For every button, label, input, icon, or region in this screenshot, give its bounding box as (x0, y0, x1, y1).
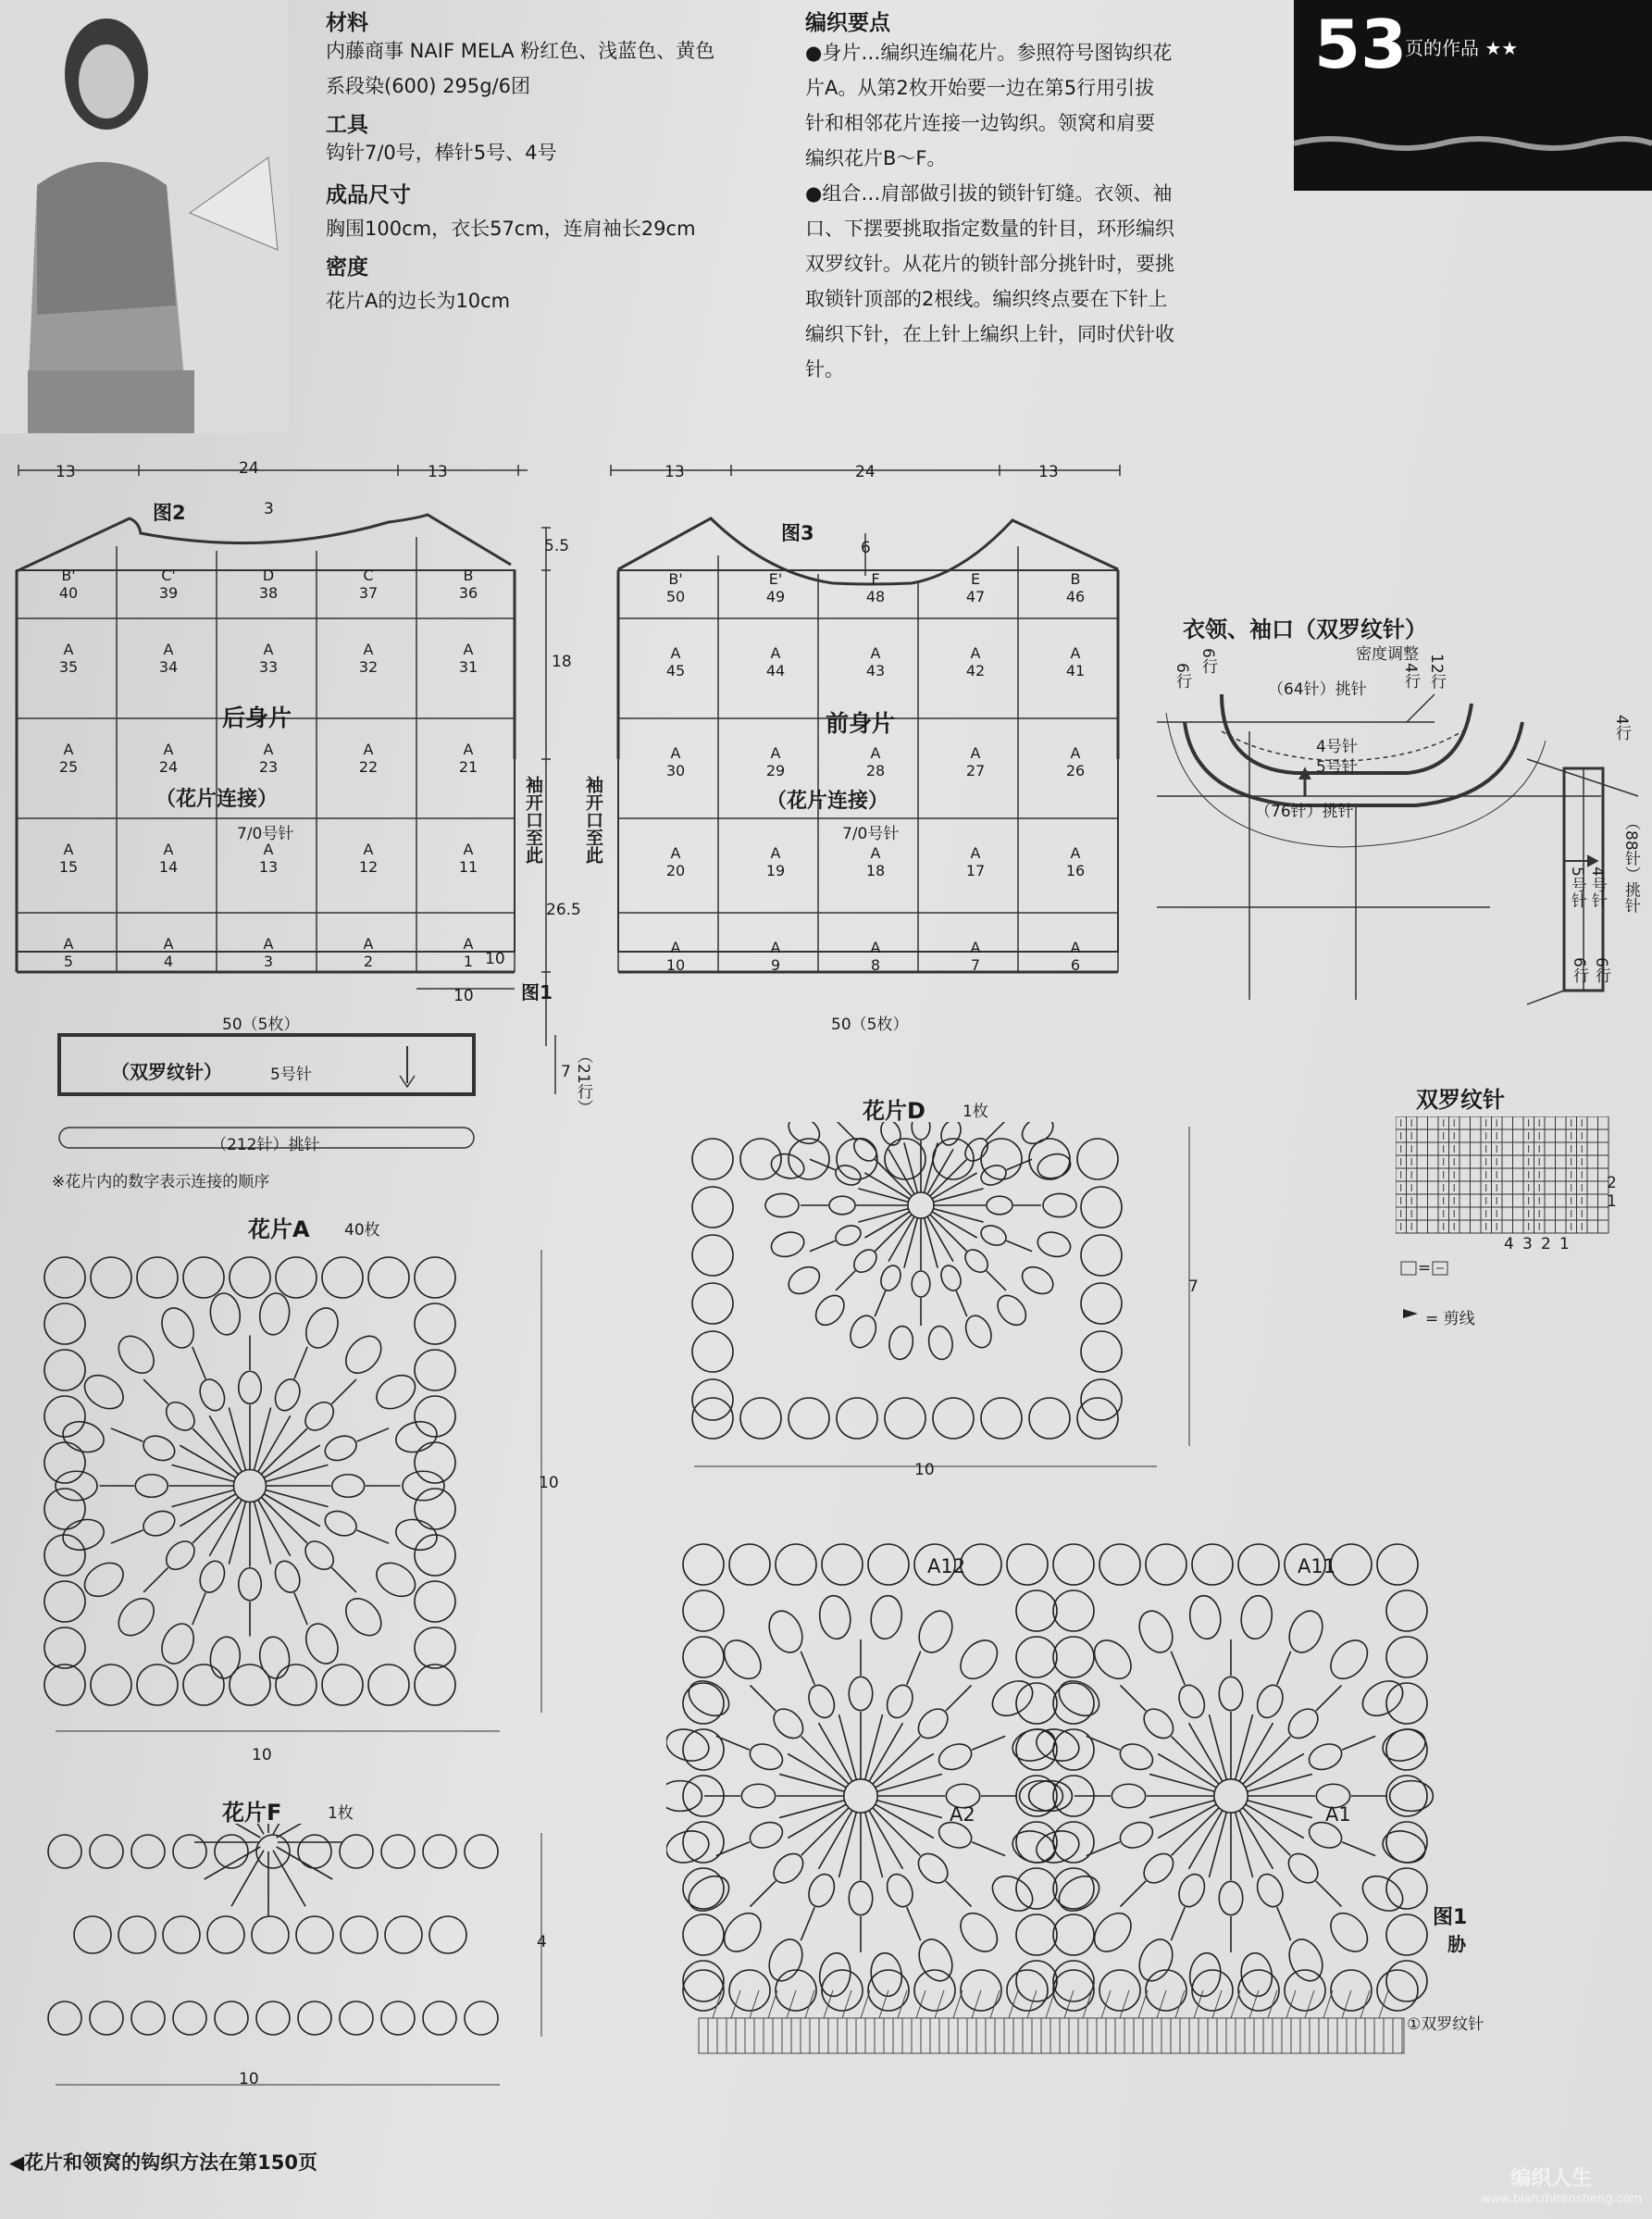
materials-line-2: 系段染(600) 295g/6团 (326, 75, 530, 97)
motif-a-chart (37, 1240, 555, 1740)
motif-cell-order: 25 (58, 758, 79, 776)
joined-side-label: 胁 (1447, 1933, 1466, 1955)
collar-rows-4: 4行 (1401, 663, 1420, 689)
collar-needle-4: 4号针 (1316, 738, 1358, 756)
front-armhole-note: 袖开口至此 (583, 776, 603, 864)
motif-a-title: 花片A (248, 1216, 310, 1242)
motif-cell (948, 939, 1003, 974)
motif-cell-order: 47 (965, 588, 986, 605)
motif-cell-type: A (770, 939, 781, 956)
motif-cell (1048, 844, 1103, 879)
back-body-diagram (0, 454, 592, 1157)
motif-cell-type: A (1070, 844, 1081, 862)
sleeve-pickup: （88针）挑针 (1621, 815, 1640, 914)
motif-cell-type: C (363, 567, 374, 584)
points-text (805, 35, 1174, 387)
motif-cell (848, 644, 903, 679)
motif-cell-order: 38 (258, 584, 279, 602)
motif-cell-type: A (363, 641, 374, 658)
motif-cell-type: A (263, 741, 274, 758)
motif-cell-type: A (670, 939, 681, 956)
motif-cell-order: 48 (865, 588, 886, 605)
motif-cell (41, 935, 96, 970)
joined-motifs-chart (666, 1518, 1518, 2074)
motif-cell-order: 37 (358, 584, 379, 602)
front-subtitle: （花片连接） (766, 790, 889, 813)
motif-cell-type: A (870, 844, 881, 862)
back-dim-18: 18 (552, 653, 572, 671)
motif-cell-type: A (363, 741, 374, 758)
motif-cell (748, 744, 803, 779)
motif-cell-type: A (463, 935, 474, 953)
motif-cell (441, 741, 496, 776)
back-subtitle: （花片连接） (155, 788, 279, 811)
joined-fig-label: 图1 (1433, 1906, 1468, 1929)
collar-title: 衣领、袖口（双罗纹针） (1183, 617, 1427, 642)
motif-cell-order: 42 (965, 662, 986, 679)
size-text: 胸围100cm，衣长57cm，连肩袖长29cm (326, 218, 696, 240)
collar-diagram (1157, 639, 1652, 1009)
watermark-cn: 编织人生 (1510, 2167, 1593, 2190)
motif-cell-type: A (1070, 644, 1081, 662)
motif-cell (441, 935, 496, 970)
motif-cell-type: A (163, 841, 174, 858)
motif-cell (341, 641, 396, 676)
motif-cell (648, 744, 703, 779)
motif-cell (648, 844, 703, 879)
page-badge (1294, 0, 1652, 191)
back-hook: 7/0号针 (237, 825, 294, 843)
motif-cell-type: A (970, 939, 981, 956)
motif-cell (441, 641, 496, 676)
motif-cell-order: 21 (458, 758, 478, 776)
motif-cell (341, 741, 396, 776)
points-line: ●组合…肩部做引拔的锁针钉缝。衣领、袖 (805, 182, 1173, 205)
front-width: 50（5枚） (831, 1016, 909, 1034)
joined-label-a12: A12 (927, 1555, 966, 1577)
motif-cell (748, 844, 803, 879)
motif-cell-order: 29 (765, 762, 786, 779)
back-dim-26-5: 26.5 (546, 901, 581, 919)
front-dim-right: 13 (1038, 463, 1059, 481)
points-line: 针和相邻花片连接一边钩织。领窝和肩要 (805, 112, 1155, 134)
rib-chart-side-2: 2 (1607, 1174, 1617, 1192)
motif-cell-order: 15 (58, 858, 79, 876)
sleeve-needle-4: 4号针 (1588, 866, 1607, 908)
motif-cell (41, 841, 96, 876)
tools-heading: 工具 (326, 113, 368, 137)
motif-cell (241, 567, 296, 602)
motif-cell-order: 11 (458, 858, 478, 876)
motif-cell-order: 50 (665, 588, 686, 605)
back-width: 50（5枚） (222, 1016, 300, 1034)
motif-cell-order: 10 (665, 956, 686, 974)
back-armhole-note: 袖开口至此 (523, 776, 543, 864)
sleeve-rows-6a: 6行 (1570, 957, 1588, 983)
back-neck-depth: 3 (264, 500, 274, 518)
yarn-decoration (1294, 130, 1652, 157)
back-dim-5-5: 5.5 (544, 537, 570, 555)
page-label: 页的作品 ★★ (1405, 37, 1519, 59)
motif-cell (441, 841, 496, 876)
motif-cell (141, 841, 196, 876)
motif-cell-type: A (970, 744, 981, 762)
motif-cell (141, 567, 196, 602)
motif-d-count: 1枚 (963, 1103, 988, 1121)
motif-cell-type: E (970, 570, 981, 588)
motif-cell (241, 935, 296, 970)
motif-cell-type: A (463, 841, 474, 858)
motif-cell-type: A (870, 939, 881, 956)
back-dim-10: 10 (485, 950, 505, 968)
front-neck-depth: 6 (861, 539, 871, 557)
motif-cell-order: 45 (665, 662, 686, 679)
back-dim-right: 13 (428, 463, 448, 481)
motif-cell-order: 2 (363, 953, 374, 970)
motif-cell (341, 841, 396, 876)
rib-chart-num-2: 2 (1541, 1235, 1551, 1253)
motif-cell-order: 41 (1065, 662, 1086, 679)
points-line: 片A。从第2枚开始要一边在第5行用引拔 (805, 77, 1155, 99)
motif-cell-order: 33 (258, 658, 279, 676)
points-heading: 编织要点 (805, 11, 890, 35)
collar-pick-76: （76针）挑针 (1255, 803, 1354, 821)
motif-cell-order: 22 (358, 758, 379, 776)
collar-rows-6a: 6行 (1173, 663, 1191, 689)
motif-cell-type: A (770, 844, 781, 862)
motif-cell (341, 935, 396, 970)
motif-cell (441, 567, 496, 602)
page-number: 53 (1314, 6, 1408, 83)
motif-cell (1048, 644, 1103, 679)
front-hook: 7/0号针 (842, 825, 900, 843)
motif-cell-type: B' (61, 567, 76, 584)
back-pickup: （212针）挑针 (211, 1136, 320, 1154)
motif-cell-order: 24 (158, 758, 179, 776)
motif-cell (41, 741, 96, 776)
motif-cell-type: A (670, 844, 681, 862)
motif-cell-order: 8 (870, 956, 881, 974)
front-dim-center: 24 (855, 463, 876, 481)
motif-cell-type: A (163, 741, 174, 758)
motif-d-bottom: 10 (914, 1461, 935, 1479)
motif-cell (648, 570, 703, 605)
motif-cell (241, 841, 296, 876)
motif-d-chart (676, 1122, 1212, 1474)
motif-f-title: 花片F (222, 1800, 282, 1826)
gauge-text: 花片A的边长为10cm (326, 290, 511, 312)
front-fig-label: 图3 (781, 522, 814, 544)
motif-cell-type: A (770, 644, 781, 662)
motif-cell (848, 744, 903, 779)
joined-label-a2: A2 (950, 1803, 975, 1826)
motif-cell-type: A (970, 844, 981, 862)
motif-cell (848, 844, 903, 879)
motif-cell-order: 23 (258, 758, 279, 776)
motif-cell-order: 18 (865, 862, 886, 879)
motif-cell (948, 644, 1003, 679)
motif-cell-type: A (63, 935, 74, 953)
motif-cell (648, 644, 703, 679)
motif-cell-order: 32 (358, 658, 379, 676)
motif-cell (948, 570, 1003, 605)
watermark-url: www.bianzhirensheng.com (1481, 2192, 1643, 2206)
back-rib-needle: 5号针 (270, 1066, 312, 1084)
rib-chart-num-4: 4 (1504, 1235, 1514, 1253)
motif-cell-order: 39 (158, 584, 179, 602)
motif-cell-type: A (770, 744, 781, 762)
motif-cell-order: 9 (770, 956, 781, 974)
motif-cell (41, 641, 96, 676)
motif-cell (41, 567, 96, 602)
size-heading: 成品尺寸 (326, 183, 411, 207)
sleeve-needle-5: 5号针 (1568, 866, 1586, 908)
motif-cell-type: A (363, 935, 374, 953)
rib-chart-num-3: 3 (1522, 1235, 1533, 1253)
back-fig1-label: 图1 (521, 981, 553, 1004)
points-line: ●身片…编织连编花片。参照符号图钩织花 (805, 42, 1173, 64)
rib-chart-side-1: 1 (1607, 1192, 1617, 1211)
rib-chart-title: 双罗纹针 (1416, 1087, 1505, 1113)
joined-label-a1: A1 (1325, 1803, 1351, 1826)
back-dim-center: 24 (239, 459, 259, 478)
motif-cell-type: A (63, 841, 74, 858)
motif-cell-type: A (970, 644, 981, 662)
motif-cell-type: A (63, 641, 74, 658)
motif-cell-order: 26 (1065, 762, 1086, 779)
motif-cell-order: 13 (258, 858, 279, 876)
motif-cell (748, 939, 803, 974)
motif-cell-type: A (363, 841, 374, 858)
points-line: 口、下摆要挑取指定数量的针目，环形编织 (805, 218, 1174, 240)
points-line: 编织花片B～F。 (805, 147, 947, 169)
motif-cell (648, 939, 703, 974)
motif-cell-order: 4 (163, 953, 174, 970)
motif-cell-order: 35 (58, 658, 79, 676)
back-title: 后身片 (222, 704, 292, 731)
motif-cell-order: 20 (665, 862, 686, 879)
rib-legend-equals: = (1418, 1259, 1432, 1278)
motif-cell (1048, 939, 1103, 974)
joined-rib-label: ①双罗纹针 (1407, 2015, 1484, 2034)
motif-cell-order: 43 (865, 662, 886, 679)
back-dim-left: 13 (56, 463, 76, 481)
motif-a-bottom: 10 (252, 1746, 272, 1764)
motif-cell-type: B (463, 567, 474, 584)
sleeve-rows-6b: 6行 (1592, 957, 1610, 983)
motif-cell-type: A (263, 641, 274, 658)
motif-cell-type: C' (161, 567, 176, 584)
back-note: ※花片内的数字表示连接的顺序 (52, 1173, 270, 1191)
points-line: 针。 (805, 358, 844, 380)
collar-density: 密度调整 (1356, 645, 1419, 664)
motif-cell-order: 19 (765, 862, 786, 879)
joined-label-a11: A11 (1298, 1555, 1336, 1577)
motif-cell (141, 935, 196, 970)
motif-cell-order: 27 (965, 762, 986, 779)
motif-cell-order: 46 (1065, 588, 1086, 605)
motif-cell (948, 844, 1003, 879)
back-rib-rows: （21行） (574, 1048, 592, 1116)
gauge-heading: 密度 (326, 256, 368, 280)
motif-cell-type: A (463, 641, 474, 658)
motif-cell-type: D (262, 567, 275, 584)
motif-cell-order: 7 (970, 956, 981, 974)
motif-cell-order: 28 (865, 762, 886, 779)
motif-cell-type: A (670, 744, 681, 762)
motif-cell-type: A (263, 935, 274, 953)
motif-cell-type: A (1070, 744, 1081, 762)
collar-needle-5: 5号针 (1316, 758, 1358, 777)
motif-cell (1048, 570, 1103, 605)
motif-cell (241, 641, 296, 676)
motif-cell (241, 741, 296, 776)
materials-line-1: 内藤商事 NAIF MELA 粉红色、浅蓝色、黄色 (326, 40, 715, 62)
motif-d-title: 花片D (863, 1098, 925, 1124)
motif-f-chart (37, 1824, 555, 2092)
motif-cell-type: A (163, 641, 174, 658)
motif-cell (141, 741, 196, 776)
motif-cell-order: 16 (1065, 862, 1086, 879)
motif-cell-type: E' (768, 570, 783, 588)
motif-cell-type: B (1070, 570, 1081, 588)
motif-a-side: 10 (539, 1474, 559, 1492)
motif-cell (1048, 744, 1103, 779)
motif-d-side: 7 (1188, 1278, 1199, 1296)
motif-cell-order: 44 (765, 662, 786, 679)
motif-cell-order: 49 (765, 588, 786, 605)
collar-rows-6b: 6行 (1199, 648, 1217, 674)
motif-cell-type: A (670, 644, 681, 662)
motif-cell (948, 744, 1003, 779)
motif-cell (748, 570, 803, 605)
motif-cell-order: 3 (263, 953, 274, 970)
motif-cell (748, 644, 803, 679)
back-inner-10: 10 (453, 987, 474, 1005)
collar-pick-64: （64针）挑针 (1268, 680, 1367, 699)
back-fig-label: 图2 (153, 502, 186, 524)
motif-cell-order: 6 (1070, 956, 1081, 974)
points-line: 双罗纹针。从花片的锁针部分挑针时，要挑 (805, 253, 1174, 275)
model-photo (0, 0, 289, 433)
motif-cell-order: 14 (158, 858, 179, 876)
back-rib-height: 7 (561, 1063, 571, 1081)
cut-yarn-label: = 剪线 (1425, 1310, 1475, 1328)
cut-yarn-icon (1401, 1307, 1420, 1320)
front-dim-left: 13 (665, 463, 685, 481)
points-line: 编织下针，在上针上编织上针，同时伏针收 (805, 323, 1174, 345)
motif-cell-order: 12 (358, 858, 379, 876)
motif-cell-order: 31 (458, 658, 478, 676)
motif-a-count: 40枚 (344, 1221, 380, 1240)
motif-cell-order: 17 (965, 862, 986, 879)
motif-cell-order: 1 (463, 953, 474, 970)
motif-cell-type: A (463, 741, 474, 758)
motif-cell-type: F (871, 570, 880, 588)
motif-f-count: 1枚 (328, 1804, 354, 1823)
motif-cell-order: 30 (665, 762, 686, 779)
motif-cell-order: 5 (63, 953, 74, 970)
front-title: 前身片 (826, 710, 896, 737)
motif-cell-type: B' (668, 570, 683, 588)
materials-heading: 材料 (326, 11, 368, 35)
motif-cell-type: A (1070, 939, 1081, 956)
back-rib-label: （双罗纹针） (111, 1061, 222, 1083)
collar-rows-12: 12行 (1427, 654, 1446, 690)
collar-rows-4-right: 4行 (1612, 715, 1631, 741)
motif-cell-order: 36 (458, 584, 478, 602)
motif-cell-type: A (263, 841, 274, 858)
points-line: 取锁针顶部的2根线。编织终点要在下针上 (805, 288, 1168, 310)
tools-text: 钩针7/0号，棒针5号、4号 (326, 142, 557, 164)
motif-cell (848, 570, 903, 605)
motif-f-bottom: 10 (239, 2070, 259, 2088)
motif-cell-order: 34 (158, 658, 179, 676)
motif-cell-type: A (870, 744, 881, 762)
motif-cell-type: A (870, 644, 881, 662)
rib-chart-num-1: 1 (1559, 1235, 1570, 1253)
footer-note: ◀花片和领窝的钩织方法在第150页 (9, 2151, 317, 2174)
motif-cell (341, 567, 396, 602)
motif-cell (141, 641, 196, 676)
motif-cell-type: A (63, 741, 74, 758)
motif-cell-type: A (163, 935, 174, 953)
motif-cell-order: 40 (58, 584, 79, 602)
motif-f-side: 4 (537, 1933, 547, 1951)
motif-cell (848, 939, 903, 974)
